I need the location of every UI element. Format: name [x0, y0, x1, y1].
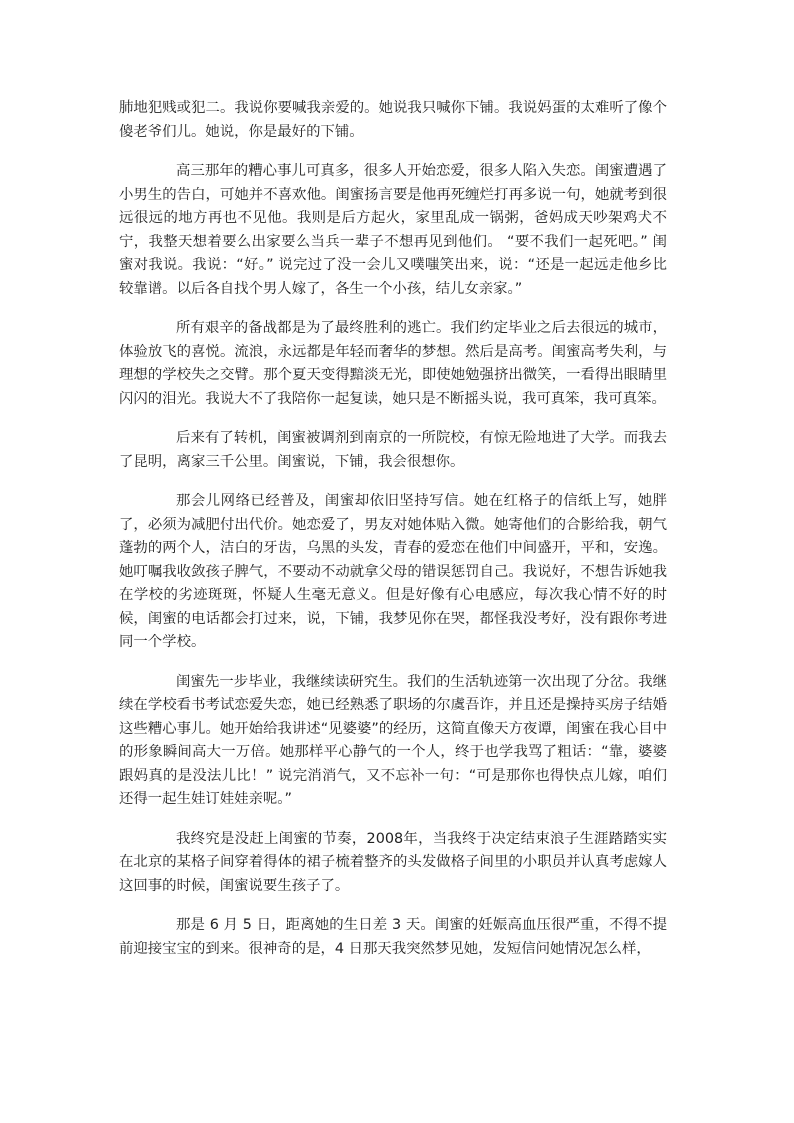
paragraph: 那是 6 月 5 日，距离她的生日差 3 天。闺蜜的妊娠高血压很严重，不得不提前迎接宝宝的到来。很神奇的是，4 日那天我突然梦见她，发短信问她情况怎么样， — [119, 917, 667, 957]
paragraph: 肺地犯贱或犯二。我说你要喊我亲爱的。她说我只喊你下铺。我说妈蛋的太难听了像个傻老爷们儿。她说，你是最好的下铺。 — [119, 100, 667, 140]
paragraph: 高三那年的糟心事儿可真多，很多人开始恋爱，很多人陷入失恋。闺蜜遭遇了小男生的告白，可她并不喜欢他。闺蜜扬言要是他再死缠烂打再多说一句，她就考到很远很远的地方再也不见他。我则是后方起火，家里乱成一锅粥，爸妈成天吵架鸡犬不宁，我整天想着要么出家要么当兵一辈子不想再见到他们。 “要不我们一起死吧。” 闺蜜对我说。我说：“好。” 说完过了没一会儿又噗嗤笑出来，说：“还是一起远走他乡比较靠谱。以后各自找个男人嫁了，各生一个小孩，结儿女亲家。” — [119, 163, 667, 297]
paragraph: 那会儿网络已经普及，闺蜜却依旧坚持写信。她在红格子的信纸上写，她胖了，必须为减肥付出代价。她恋爱了，男友对她体贴入微。她寄他们的合影给我，朝气蓬勃的两个人，洁白的牙齿，乌黑的头发，青春的爱恋在他们中间盛开，平和，安逸。她叮嘱我收敛孩子脾气，不要动不动就拿父母的错误惩罚自己。我说好，不想告诉她我在学校的劣迹斑斑，怀疑人生毫无意义。但是好像有心电感应，每次我心情不好的时候，闺蜜的电话都会打过来，说，下铺，我梦见你在哭，都怪我没考好，没有跟你考进同一个学校。 — [119, 493, 667, 650]
paragraph: 我终究是没赶上闺蜜的节奏，2008年，当我终于决定结束浪子生涯踏踏实实在北京的某格子间穿着得体的裙子梳着整齐的头发做格子间里的小职员并认真考虑嫁人这回事的时候，闺蜜说要生孩子了。 — [119, 830, 667, 894]
paragraph: 闺蜜先一步毕业，我继续读研究生。我们的生活轨迹第一次出现了分岔。我继续在学校看书考试恋爱失恋，她已经熟悉了职场的尔虞吾诈，并且还是操持买房子结婚这些糟心事儿。她开始给我讲述“见婆婆”的经历，这简直像天方夜谭，闺蜜在我心目中的形象瞬间高大一万倍。她那样平心静气的一个人，终于也学我骂了粗话：“靠，婆婆跟妈真的是没法儿比！” 说完消消气，又不忘补一句：“可是那你也得快点儿嫁，咱们还得一起生娃订娃娃亲呢。” — [119, 673, 667, 807]
document-body — [119, 97, 667, 977]
paragraph: 所有艰辛的备战都是为了最终胜利的逃亡。我们约定毕业之后去很远的城市，体验放飞的喜悦。流浪，永远都是年轻而奢华的梦想。然后是高考。闺蜜高考失利，与理想的学校失之交臂。那个夏天变得黯淡无光，即使她勉强挤出微笑，一看得出眼睛里闪闪的泪光。我说大不了我陪你一起复读，她只是不断摇头说，我可真笨，我可真笨。 — [119, 320, 667, 407]
paragraph: 后来有了转机，闺蜜被调剂到南京的一所院校，有惊无险地进了大学。而我去了昆明，离家三千公里。闺蜜说，下铺，我会很想你。 — [119, 430, 667, 470]
